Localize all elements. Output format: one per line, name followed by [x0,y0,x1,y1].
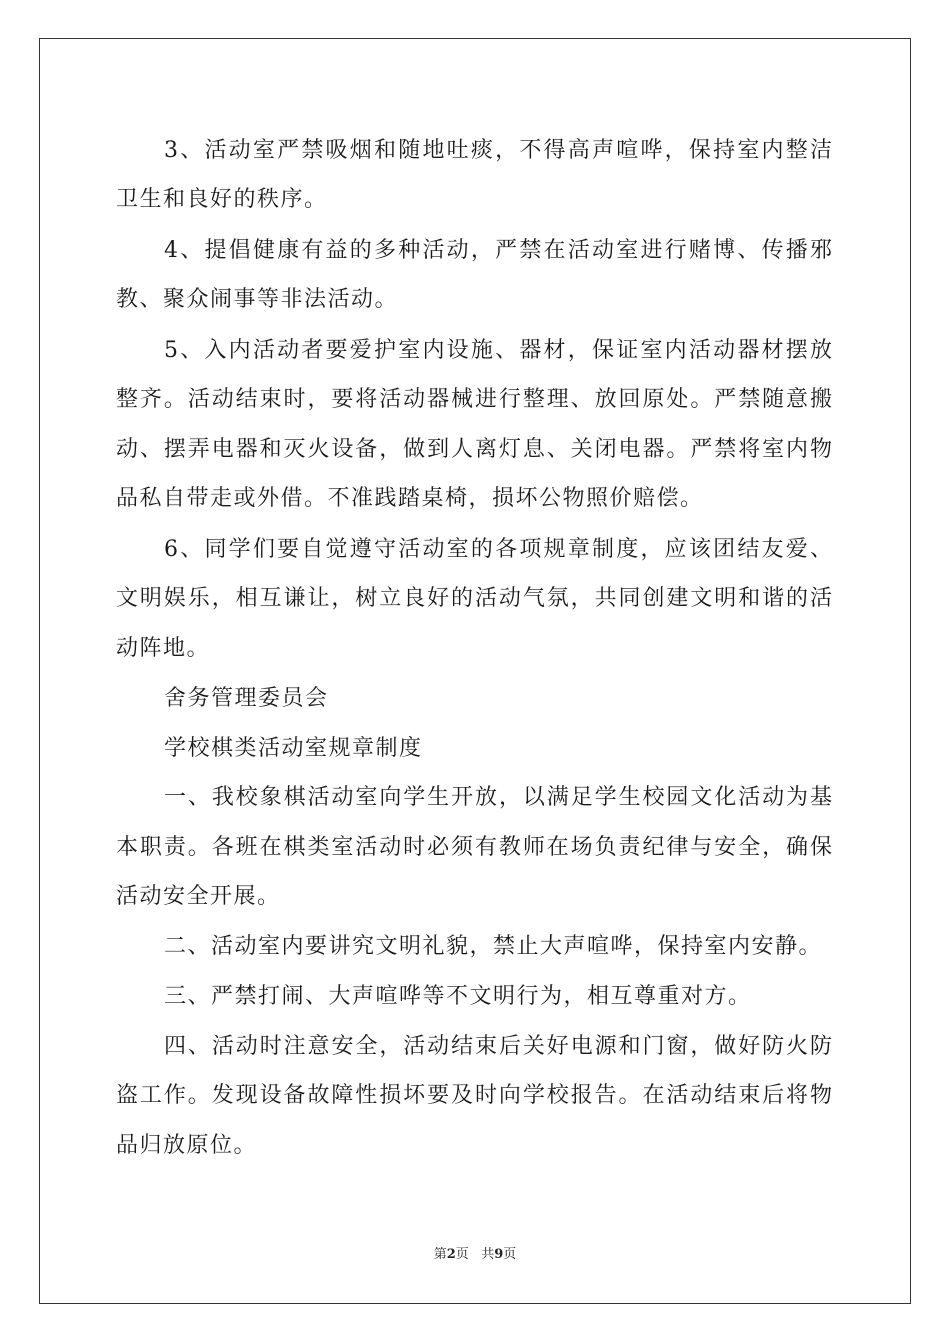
rule-6-line-3: 动阵地。 [116,636,211,661]
chess-rule-4-line-1: 四、活动时注意安全，活动结束后关好电源和门窗，做好防火防 [164,1034,832,1059]
chess-rule-1-line-1: 一、我校象棋活动室向学生开放，以满足学生校园文化活动为基 [164,785,832,810]
page-border [39,38,911,1304]
rule-6-line-2: 文明娱乐，相互谦让，树立良好的活动气氛，共同创建文明和谐的活 [116,586,832,611]
rule-5-line-3: 动、摆弄电器和灭火设备，做到人离灯息、关闭电器。严禁将室内物 [116,437,832,462]
chess-rule-1-line-2: 本职责。各班在棋类室活动时必须有教师在场负责纪律与安全，确保 [116,835,832,860]
rule-5-line-2: 整齐。活动结束时，要将活动器械进行整理、放回原处。严禁随意搬 [116,387,832,412]
rule-4-line-2: 教、聚众闹事等非法活动。 [116,287,399,312]
footer-total-prefix: 共 [481,1247,495,1262]
footer-total-suffix: 页 [503,1247,517,1262]
footer-page-number: 2 [446,1247,456,1262]
rule-3-line-1: 3、活动室严禁吸烟和随地吐痰，不得高声喧哗，保持室内整洁 [164,138,832,163]
page-footer [0,1246,950,1264]
chess-rule-4-line-2: 盗工作。发现设备故障性损坏要及时向学校报告。在活动结束后将物 [116,1083,832,1108]
chess-rule-1-line-3: 活动安全开展。 [116,884,281,909]
section-title: 学校棋类活动室规章制度 [164,736,423,761]
signature-committee: 舍务管理委员会 [164,686,329,711]
footer-page-prefix: 第 [433,1247,447,1262]
footer-total-pages: 9 [494,1247,504,1262]
rule-6-line-1: 6、同学们要自觉遵守活动室的各项规章制度，应该团结友爱、 [164,537,832,562]
chess-rule-2: 二、活动室内要讲究文明礼貌，禁止大声喧哗，保持室内安静。 [164,934,823,959]
chess-rule-3: 三、严禁打闹、大声喧哗等不文明行为，相互尊重对方。 [164,984,752,1009]
chess-rule-4-line-3: 品归放原位。 [116,1133,258,1158]
rule-4-line-1: 4、提倡健康有益的多种活动，严禁在活动室进行赌博、传播邪 [164,238,832,263]
rule-5-line-4: 品私自带走或外借。不准践踏桌椅，损坏公物照价赔偿。 [116,486,704,511]
rule-5-line-1: 5、入内活动者要爱护室内设施、器材，保证室内活动器材摆放 [164,338,832,363]
footer-page-suffix: 页 [455,1247,469,1262]
rule-3-line-2: 卫生和良好的秩序。 [116,187,328,212]
